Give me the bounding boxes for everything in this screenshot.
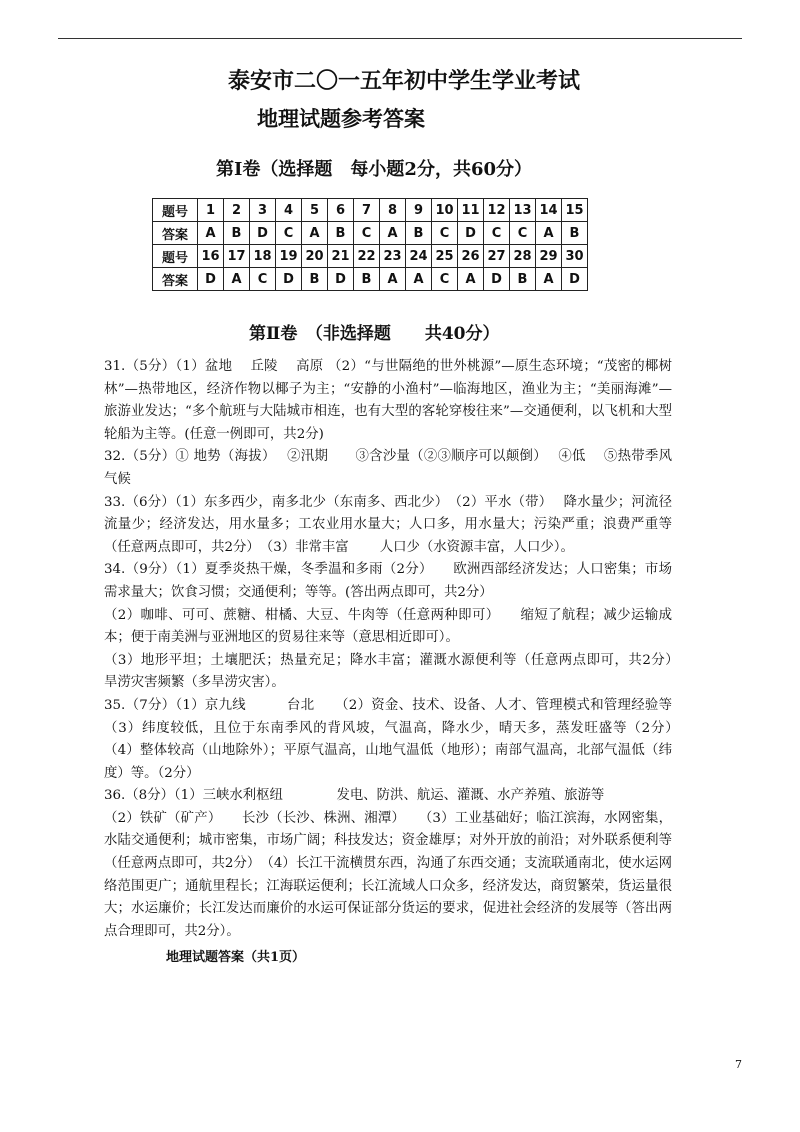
table-cell: 5 <box>302 199 328 222</box>
table-cell: 26 <box>458 245 484 268</box>
document-subtitle: 地理试题参考答案 <box>257 106 425 131</box>
table-cell: 20 <box>302 245 328 268</box>
table-cell: 17 <box>224 245 250 268</box>
table-cell: 12 <box>484 199 510 222</box>
table-cell: 25 <box>432 245 458 268</box>
table-cell: D <box>328 268 354 291</box>
row-label: 答案 <box>153 222 198 245</box>
page-number: 7 <box>735 1058 742 1071</box>
table-cell: A <box>380 222 406 245</box>
table-cell: 19 <box>276 245 302 268</box>
table-cell: C <box>276 222 302 245</box>
answer-paragraph: （2）铁矿（矿产） 长沙（长沙、株洲、湘潭） （3）工业基础好；临江滨海，水网密集，水陆交通便利；城市密集，市场广阔；科技发达；资金雄厚；对外开放的前沿；对外联系便利等（任意两点即可，共2分） （4）长江干流横贯东西，沟通了东西交通；支流联通南北，使水运网络范围更广；通航里程长；江海联运便利；长江流域人口众多，经济发达，商贸繁荣，货运量很大；水运廉价；长江发达而廉价的水运可保证部分货运的要求，促进社会经济的发展等（答出两点合理即可，共2分）。 <box>104 810 672 939</box>
table-row <box>153 268 588 291</box>
exam-title: 泰安市二〇一五年初中学生学业考试 <box>227 68 580 94</box>
table-cell: A <box>198 222 224 245</box>
table-cell: D <box>458 222 484 245</box>
table-cell: B <box>302 268 328 291</box>
table-cell: 1 <box>198 199 224 222</box>
table-cell: 2 <box>224 199 250 222</box>
table-cell: 11 <box>458 199 484 222</box>
table-cell: A <box>458 268 484 291</box>
table-cell: A <box>406 268 432 291</box>
table-cell: A <box>224 268 250 291</box>
table-cell: 28 <box>510 245 536 268</box>
table-row <box>153 199 588 222</box>
table-cell: C <box>250 268 276 291</box>
table-cell: B <box>562 222 588 245</box>
table-cell: 10 <box>432 199 458 222</box>
table-cell: C <box>510 222 536 245</box>
table-cell: D <box>250 222 276 245</box>
answer-paragraph: （2）咖啡、可可、蔗糖、柑橘、大豆、牛肉等（任意两种即可） 缩短了航程；减少运输成本；便于南美洲与亚洲地区的贸易往来等（意思相近即可）。 <box>104 607 672 646</box>
table-cell: 9 <box>406 199 432 222</box>
table-cell: 6 <box>328 199 354 222</box>
table-row <box>153 222 588 245</box>
top-rule <box>58 38 742 39</box>
table-cell: 3 <box>250 199 276 222</box>
answer-paragraph: 36.（8分）（1）三峡水利枢纽 发电、防洪、航运、灌溉、水产养殖、旅游等 <box>104 788 605 804</box>
table-cell: 18 <box>250 245 276 268</box>
row-label: 答案 <box>153 268 198 291</box>
table-cell: C <box>432 268 458 291</box>
table-cell: C <box>484 222 510 245</box>
table-cell: 7 <box>354 199 380 222</box>
table-cell: 29 <box>536 245 562 268</box>
row-label: 题号 <box>153 245 198 268</box>
answer-paragraph: 33.（6分）（1）东多西少，南多北少（东南多、西北少） （2）平水（带） 降水量少；河流径流量少；经济发达，用水量多；工农业用水量大；人口多，用水量大；污染严重；浪费严重等（任意两点即可，共2分） （3）非常丰富 人口少（水资源丰富，人口少）。 <box>104 494 672 555</box>
answer-paragraph: 32.（5分）① 地势（海拔） ②汛期 ③含沙量（②③顺序可以颠倒） ④低 ⑤热带季风气候 <box>104 449 672 487</box>
table-cell: 21 <box>328 245 354 268</box>
table-cell: 15 <box>562 199 588 222</box>
table-cell: C <box>432 222 458 245</box>
answer-paragraph: 35.（7分）（1）京九线 台北 （2）资金、技术、设备、人才、管理模式和管理经验等 （3）纬度较低，且位于东南季风的背风坡，气温高，降水少，晴天多，蒸发旺盛等（2分） （4）整体较高（山地除外）；平原气温高，山地气温低（地形）；南部气温高，北部气温低（纬度）等。（2分） <box>104 697 699 781</box>
answer-paragraph: 34.（9分）（1）夏季炎热干燥，冬季温和多雨（2分） 欧洲西部经济发达；人口密集；市场需求量大；饮食习惯；交通便利；等等。(答出两点即可，共2分） <box>104 562 672 600</box>
table-cell: B <box>406 222 432 245</box>
table-cell: 30 <box>562 245 588 268</box>
table-cell: D <box>484 268 510 291</box>
table-row <box>153 245 588 268</box>
table-cell: 22 <box>354 245 380 268</box>
answer-body <box>104 356 699 943</box>
table-cell: D <box>562 268 588 291</box>
section2-heading: 第Ⅱ卷 （非选择题 共40分） <box>249 324 500 344</box>
table-cell: B <box>510 268 536 291</box>
table-cell: 8 <box>380 199 406 222</box>
table-cell: C <box>354 222 380 245</box>
table-cell: B <box>224 222 250 245</box>
answer-table <box>152 198 588 291</box>
table-cell: D <box>276 268 302 291</box>
table-cell: 23 <box>380 245 406 268</box>
answer-paragraph: （3）地形平坦；土壤肥沃；热量充足；降水丰富；灌溉水源便利等（任意两点即可，共2分） 旱涝灾害频繁（多旱涝灾害）。 <box>104 652 686 691</box>
table-cell: 24 <box>406 245 432 268</box>
table-cell: 4 <box>276 199 302 222</box>
page-footer: 地理试题答案（共1页） <box>166 950 306 965</box>
section1-heading: 第Ⅰ卷（选择题 每小题2分，共60分） <box>216 159 532 180</box>
table-cell: A <box>536 222 562 245</box>
answer-paragraph: 31.（5分）（1）盆地 丘陵 高原 （2）“与世隔绝的世外桃源”—原生态环境；“茂密的椰树林”—热带地区，经济作物以椰子为主；“安静的小渔村”—临海地区，渔业为主；“美丽海滩”—旅游业发达；“多个航班与大陆城市相连，也有大型的客轮穿梭往来”—交通便利，以飞机和大型轮船为主等。(任意一例即可，共2分) <box>104 359 672 442</box>
table-cell: A <box>302 222 328 245</box>
table-cell: B <box>328 222 354 245</box>
table-cell: A <box>380 268 406 291</box>
table-cell: 14 <box>536 199 562 222</box>
table-cell: B <box>354 268 380 291</box>
table-cell: 27 <box>484 245 510 268</box>
table-cell: D <box>198 268 224 291</box>
row-label: 题号 <box>153 199 198 222</box>
table-cell: A <box>536 268 562 291</box>
table-cell: 13 <box>510 199 536 222</box>
table-cell: 16 <box>198 245 224 268</box>
